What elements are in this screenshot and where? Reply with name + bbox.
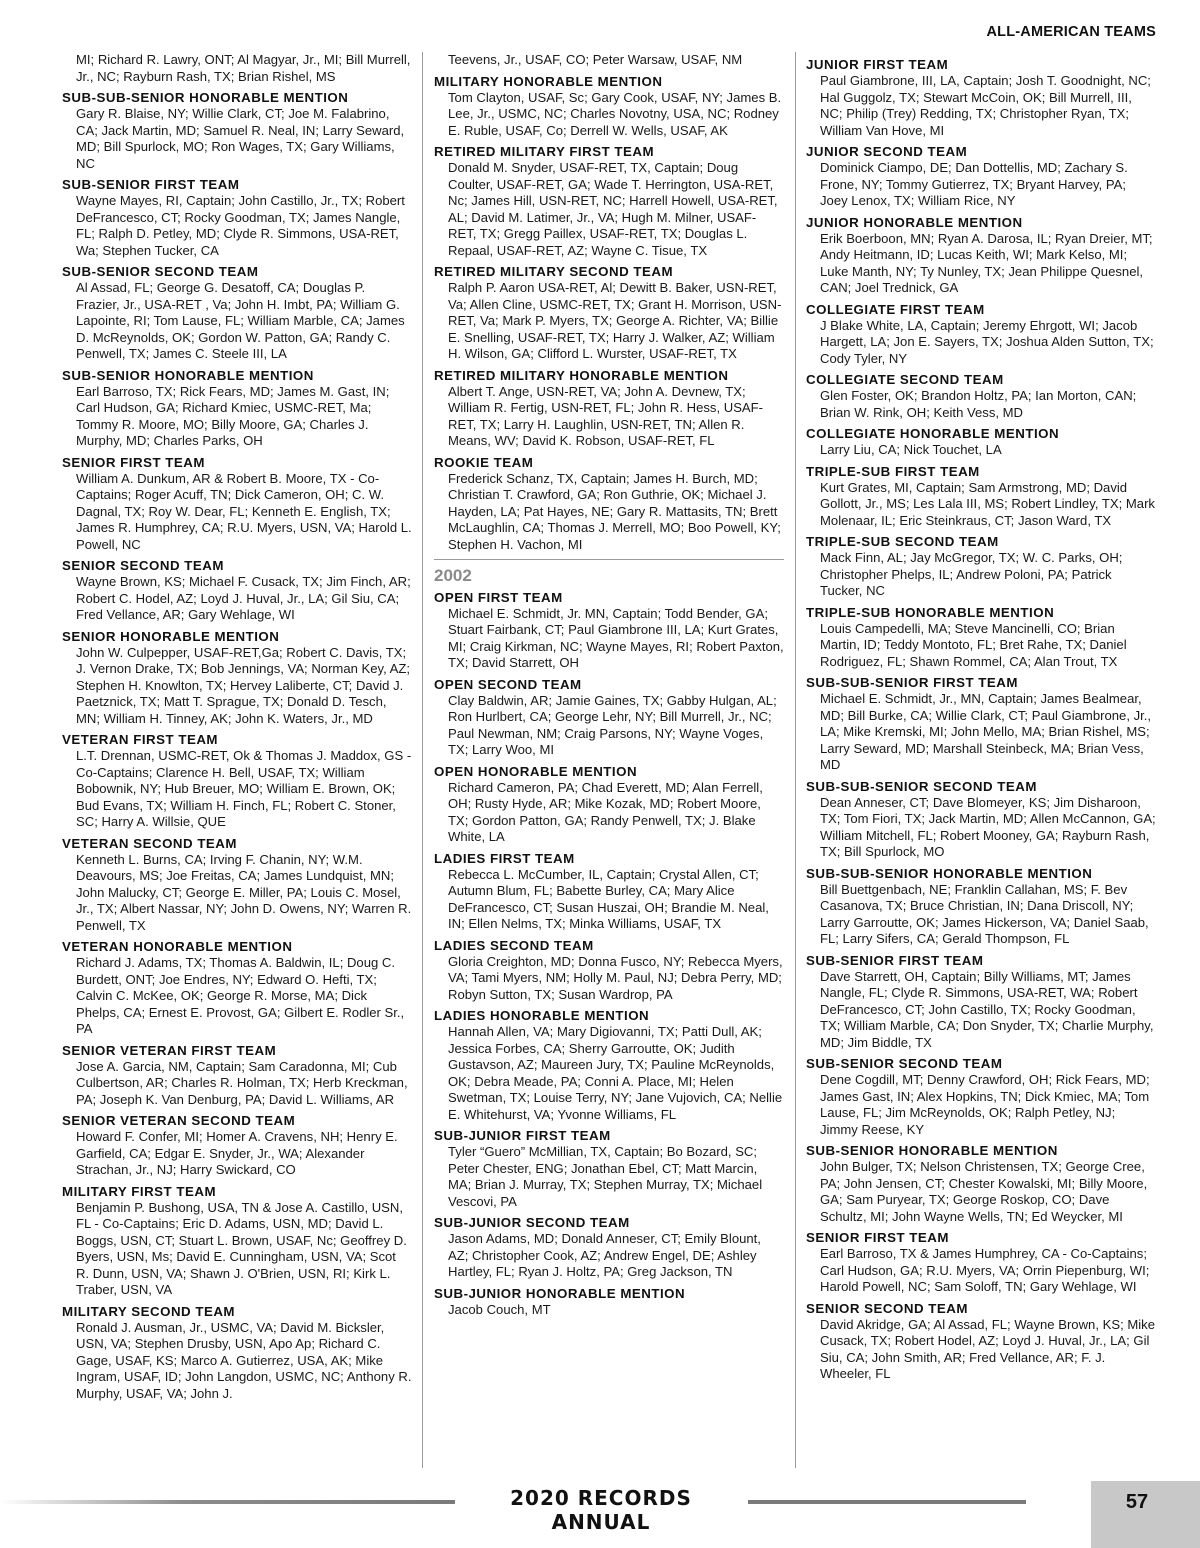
team-section — [806, 533, 1156, 600]
team-title: COLLEGIATE FIRST TEAM — [806, 301, 985, 317]
team-section — [806, 56, 1156, 139]
team-members: Earl Barroso, TX; Rick Fears, MD; James M. Gast, IN; Carl Hudson, GA; Richard Kmiec, USMC-RET, Ma; Tommy R. Moore, MO; Billy Moore, GA; Charles J. Murphy, MD; Charles Parks, OH — [76, 383, 390, 448]
team-section — [806, 1300, 1156, 1383]
team-section — [806, 1055, 1156, 1138]
team-title: LADIES HONORABLE MENTION — [434, 1008, 650, 1023]
team-members: Dave Starrett, OH, Captain; Billy Williams, MT; James Nangle, FL; Clyde R. Simmons, USA-RET, WA; Robert DeFrancesco, CT; John Castillo, TX; Rocky Goodman, TX; William Marble, CA; Don Snyder, TX; Charlie Murphy, MD; Jim Biddle, TX — [820, 968, 1154, 1050]
team-members: Kenneth L. Burns, CA; Irving F. Chanin, NY; W.M. Deavours, MS; Joe Freitas, CA; James Lundquist, MN; John Malucky, CT; George E. Miller, PA; Louis C. Mosel, Jr., TX; Albert Nassar, NY; John D. Owens, NY; Warren R. Penwell, TX — [76, 851, 412, 933]
team-title: MILITARY HONORABLE MENTION — [434, 73, 663, 89]
team-members: Mack Finn, AL; Jay McGregor, TX; W. C. Parks, OH; Christopher Phelps, IL; Andrew Poloni, PA; Patrick Tucker, NC — [820, 550, 1123, 598]
team-members: Albert T. Ange, USN-RET, VA; John A. Devnew, TX; William R. Fertig, USN-RET, FL; John R. Hess, USAF-RET, TX; Larry H. Laughlin, USN-RET, TN; Allen R. Means, WV; David K. Robson, USAF-RET, FL — [448, 383, 764, 448]
page-number: 57 — [1125, 1491, 1149, 1513]
team-members: Paul Giambrone, III, LA, Captain; Josh T. Goodnight, NC; Hal Guggolz, TX; Stewart McCoin, OK; Bill Murrell, III, NC; Philip (Trey) Redding, TX; Christopher Ryan, TX; William Van Hove, MI — [820, 73, 1151, 138]
team-section — [434, 143, 784, 259]
team-section — [806, 425, 1156, 459]
team-title: SUB-JUNIOR SECOND TEAM — [434, 1215, 630, 1230]
team-members: Howard F. Confer, MI; Homer A. Cravens, NH; Henry E. Garfield, CA; Edgar E. Snyder, Jr., WA; Alexander Strachan, Jr., NJ; Harry Swickard, CO — [76, 1129, 398, 1177]
team-title: VETERAN FIRST TEAM — [62, 732, 219, 747]
team-section — [434, 454, 784, 554]
team-title: TRIPLE-SUB HONORABLE MENTION — [806, 604, 1055, 620]
column-3 — [806, 52, 1156, 1383]
team-section — [806, 371, 1156, 421]
team-title: SUB-SUB-SENIOR FIRST TEAM — [806, 675, 1018, 690]
team-title: LADIES FIRST TEAM — [434, 850, 575, 866]
team-section — [434, 73, 784, 140]
team-title: SUB-SUB-SENIOR HONORABLE MENTION — [62, 90, 349, 105]
team-title: OPEN FIRST TEAM — [434, 589, 563, 605]
team-section — [806, 604, 1156, 671]
team-title: OPEN SECOND TEAM — [434, 676, 582, 692]
team-section — [434, 676, 784, 759]
team-section — [434, 1127, 784, 1210]
team-section — [62, 1183, 412, 1299]
team-members: Dominick Ciampo, DE; Dan Dottellis, MD; Zachary S. Frone, NY; Tommy Gutierrez, TX; Bryant Harvey, PA; Joey Lenox, TX; William Rice, NY — [820, 160, 1128, 208]
team-title: SUB-SENIOR FIRST TEAM — [806, 952, 984, 968]
team-title: RETIRED MILITARY HONORABLE MENTION — [434, 367, 729, 383]
team-title: RETIRED MILITARY SECOND TEAM — [434, 264, 674, 279]
team-title: SUB-SUB-SENIOR HONORABLE MENTION — [806, 865, 1093, 881]
team-title: VETERAN HONORABLE MENTION — [62, 939, 293, 954]
team-members: L.T. Drennan, USMC-RET, Ok & Thomas J. Maddox, GS - Co-Captains; Clarence H. Bell, USAF, TX; William Bobownik, NY; Hub Breuer, MO; William E. Brown, OK; Bud Evans, TX; William H. Finch, FL; Robert C. Stoner, SC; Harry A. Willsie, QUE — [76, 748, 412, 829]
team-title: TRIPLE-SUB FIRST TEAM — [806, 463, 980, 479]
team-members: Gary R. Blaise, NY; Willie Clark, CT; Joe M. Falabrino, CA; Jack Martin, MD; Samuel R. Neal, IN; Larry Seward, MD; Bill Spurlock, MO; Ron Wages, TX; Gary Williams, NC — [76, 106, 405, 171]
team-section — [434, 850, 784, 933]
team-members: J Blake White, LA, Captain; Jeremy Ehrgott, WI; Jacob Hargett, LA; Jon E. Sayers, TX; Joshua Alden Sutton, TX; Cody Tyler, NY — [820, 317, 1154, 366]
team-members: Richard J. Adams, TX; Thomas A. Baldwin, IL; Doug C. Burdett, ONT; Joe Endres, NY; Edward O. Hefti, TX; Calvin C. McKee, OK; George R. Morse, MA; Dick Phelps, CA; Ernest E. Provost, GA; Gilbert E. Rodler Sr., PA — [76, 955, 405, 1036]
team-members: Benjamin P. Bushong, USA, TN & Jose A. Castillo, USN, FL - Co-Captains; Eric D. Adams, USN, MD; David L. Boggs, USN, CT; Stuart L. Brown, USAF, Nc; Geoffrey D. Byers, USN, Ms; David E. Cunningham, USN, VA; Scot R. Dunn, USN, VA; Shawn J. O'Brien, USN, RI; Kirk L. Traber, USN, VA — [76, 1199, 407, 1297]
team-members: Wayne Mayes, RI, Captain; John Castillo, Jr., TX; Robert DeFrancesco, CT; Rocky Goodman, TX; James Nangle, FL; Ralph D. Petley, MD; Clyde R. Simmons, USA-RET, Wa; Stephen Tucker, CA — [76, 193, 405, 258]
team-title: OPEN HONORABLE MENTION — [434, 763, 638, 779]
team-title: JUNIOR SECOND TEAM — [806, 144, 968, 159]
team-section — [62, 835, 412, 935]
team-title: MILITARY FIRST TEAM — [62, 1183, 217, 1199]
team-title: RETIRED MILITARY FIRST TEAM — [434, 144, 655, 159]
team-members: Donald M. Snyder, USAF-RET, TX, Captain; Doug Coulter, USAF-RET, GA; Wade T. Herrington, USA-RET, Nc; James Hill, USN-RET, NC; Harrell Howell, USA-RET, AL; David M. Latimer, Jr., VA; Hugh M. Milner, USAF-RET, TX; Gregg Paillex, USAF-RET, TX; Douglas L. Repaal, USAF-RET, AZ; Wayne C. Tisue, TX — [448, 160, 778, 258]
team-members: Ralph P. Aaron USA-RET, Al; Dewitt B. Baker, USN-RET, Va; Allen Cline, USMC-RET, TX; Grant H. Morrison, USN-RET, Va; Mark P. Myers, TX; George A. Richter, VA; Billie E. Snelling, USAF-RET, TX; Harry J. Walker, AZ; William H. Wilson, GA; Clifford L. Wurster, USAF-RET, TX — [448, 280, 782, 361]
team-title: SUB-JUNIOR HONORABLE MENTION — [434, 1285, 686, 1301]
team-title: TRIPLE-SUB SECOND TEAM — [806, 534, 999, 549]
team-title: MILITARY SECOND TEAM — [62, 1303, 236, 1319]
team-members: Hannah Allen, VA; Mary Digiovanni, TX; Patti Dull, AK; Jessica Forbes, CA; Sherry Garroutte, OK; Judith Gustavson, AZ; Maureen Jury, TX; Pauline McReynolds, OK; Debra Meade, PA; Conni A. Place, MI; Helen Swetman, TX; Louise Terry, NY; Jane Vujovich, CA; Nellie E. Whitehurst, VA; Yvonne Williams, FL — [448, 1024, 783, 1122]
team-section — [806, 952, 1156, 1052]
team-section — [806, 778, 1156, 861]
team-members: Wayne Brown, KS; Michael F. Cusack, TX; Jim Finch, AR; Robert C. Hodel, AZ; Loyd J. Huval, Jr., LA; Gil Siu, CA; Fred Vellance, AR; Gary Wehlage, WI — [76, 574, 411, 622]
team-members: Tyler “Guero” McMillian, TX, Captain; Bo Bozard, SC; Peter Chester, ENG; Jonathan Ebel, CT; Matt Marcin, MA; Brian J. Murray, TX; Stephen Murray, TX; Michael Vescovi, PA — [448, 1144, 763, 1209]
team-section — [806, 1229, 1156, 1296]
team-section — [806, 301, 1156, 368]
team-members: Jason Adams, MD; Donald Anneser, CT; Emily Blount, AZ; Christopher Cook, AZ; Andrew Engel, DE; Ashley Hartley, FL; Ryan J. Holtz, PA; Greg Jackson, TN — [448, 1231, 761, 1279]
team-section — [434, 589, 784, 672]
team-section — [434, 1007, 784, 1123]
team-section — [434, 937, 784, 1004]
team-title: SENIOR HONORABLE MENTION — [62, 628, 280, 644]
team-section — [434, 1214, 784, 1281]
team-section — [62, 731, 412, 831]
team-members: Al Assad, FL; George G. Desatoff, CA; Douglas P. Frazier, Jr., USA-RET , Va; John H. Imbt, PA; William G. Lapointe, RI; Tom Lause, FL; William Marble, CA; James D. McReynolds, OK; Gordon W. Patton, GA; Randy C. Penwell, TX; James C. Steele III, LA — [76, 280, 405, 361]
team-title: COLLEGIATE HONORABLE MENTION — [806, 426, 1060, 441]
team-title: SUB-SENIOR HONORABLE MENTION — [806, 1143, 1058, 1158]
team-members: MI; Richard R. Lawry, ONT; Al Magyar, Jr., MI; Bill Murrell, Jr., NC; Rayburn Rash, TX; Brian Rishel, MS — [76, 52, 411, 84]
team-section — [434, 763, 784, 846]
team-members: Glen Foster, OK; Brandon Holtz, PA; Ian Morton, CAN; Brian W. Rink, OH; Keith Vess, MD — [820, 388, 1137, 420]
team-members: Michael E. Schmidt, Jr. MN, Captain; Todd Bender, GA; Stuart Fairbank, CT; Paul Giambrone III, LA; Kurt Grates, MI; Craig Kirkman, NC; Wayne Mayes, RI; Robert Paxton, TX; David Starrett, OH — [448, 605, 784, 670]
continued-section — [434, 52, 784, 69]
team-members: David Akridge, GA; Al Assad, FL; Wayne Brown, KS; Mike Cusack, TX; Robert Hodel, AZ; Loyd J. Huval, Jr., LA; Gil Siu, CA; John Smith, AR; Fred Vellance, AR; F. J. Wheeler, FL — [820, 1316, 1155, 1381]
team-members: Clay Baldwin, AR; Jamie Gaines, TX; Gabby Hulgan, AL; Ron Hurlbert, CA; George Lehr, NY; Bill Murrell, Jr., NC; Paul Newman, NM; Craig Parsons, NY; Wayne Voges, TX; Larry Woo, MI — [448, 692, 777, 757]
team-section — [806, 463, 1156, 530]
team-title: SENIOR VETERAN FIRST TEAM — [62, 1042, 277, 1058]
team-title: SENIOR FIRST TEAM — [62, 454, 205, 470]
team-members: Erik Boerboon, MN; Ryan A. Darosa, IL; Ryan Dreier, MT; Andy Heitmann, ID; Lucas Keith, WI; Mark Kelso, MI; Luke Manth, NY; Ty Nunley, TX; Jean Philippe Quesnel, CAN; Joel Trednick, GA — [820, 230, 1153, 295]
column-1 — [62, 52, 412, 1402]
team-members: Michael E. Schmidt, Jr., MN, Captain; James Bealmear, MD; Bill Burke, CA; Willie Clark, CT; Paul Giambrone, Jr., LA; Mike Kremski, MI; John Mello, MA; Brian Rishel, MS; Larry Seward, MD; Marshall Steinbeck, MA; Brian Vess, MD — [820, 691, 1152, 772]
team-section — [62, 454, 412, 554]
team-title: SUB-SENIOR SECOND TEAM — [62, 264, 259, 279]
footer-title: 2020 RECORDS ANNUAL — [510, 1486, 692, 1534]
column-2 — [434, 52, 784, 1318]
team-section — [62, 557, 412, 624]
team-section — [62, 938, 412, 1038]
team-title: ROOKIE TEAM — [434, 454, 534, 470]
team-section — [62, 1303, 412, 1403]
team-section — [434, 1285, 784, 1319]
team-title: JUNIOR FIRST TEAM — [806, 57, 949, 72]
team-title: SUB-SUB-SENIOR SECOND TEAM — [806, 778, 1037, 794]
team-section — [62, 89, 412, 172]
column-divider — [422, 52, 423, 1468]
team-title: VETERAN SECOND TEAM — [62, 835, 237, 851]
column-divider — [795, 52, 796, 1468]
footer-rule-right — [748, 1500, 1026, 1504]
year-heading: 2002 — [434, 559, 784, 585]
footer-rule-left — [0, 1500, 455, 1504]
team-title: SENIOR VETERAN SECOND TEAM — [62, 1113, 296, 1128]
team-section — [806, 214, 1156, 297]
team-members: William A. Dunkum, AR & Robert B. Moore, TX - Co-Captains; Roger Acuff, TN; Dick Cameron, OH; C. W. Dagnal, TX; Roy W. Dear, FL; Kenneth E. English, TX; James R. Humphrey, CA; R.U. Myers, USN, VA; Harold L. Powell, NC — [76, 470, 412, 552]
team-section — [62, 1112, 412, 1179]
team-section — [62, 367, 412, 450]
team-members: Tom Clayton, USAF, Sc; Gary Cook, USAF, NY; James B. Lee, Jr., USMC, NC; Charles Novotny, USA, NC; Rodney E. Ruble, USAF, Co; Derrell W. Wells, USAF, AK — [448, 89, 782, 138]
team-section — [434, 263, 784, 363]
team-title: SUB-SENIOR SECOND TEAM — [806, 1056, 1003, 1071]
team-members: Gloria Creighton, MD; Donna Fusco, NY; Rebecca Myers, VA; Tami Myers, NM; Holly M. Paul, NJ; Debra Perry, MD; Robyn Sutton, TX; Susan Wardrop, PA — [448, 953, 783, 1002]
team-title: JUNIOR HONORABLE MENTION — [806, 214, 1023, 230]
team-members: Frederick Schanz, TX, Captain; James H. Burch, MD; Christian T. Crawford, GA; Ron Guthrie, OK; Michael J. Hayden, LA; Pat Hayes, NE; Gary R. Mattasits, TN; Brett McLaughlin, CA; Thomas J. Merrell, MO; Boo Powell, KY; Stephen H. Vachon, MI — [448, 470, 781, 552]
team-members: Dene Cogdill, MT; Denny Crawford, OH; Rick Fears, MD; James Gast, IN; Alex Hopkins, TN; Dick Kmiec, MA; Tom Lause, FL; Jim McReynolds, OK; Ralph Petley, NJ; Jimmy Reese, KY — [820, 1072, 1150, 1137]
team-title: SENIOR SECOND TEAM — [62, 558, 224, 573]
team-title: SENIOR SECOND TEAM — [806, 1300, 968, 1316]
team-members: Rebecca L. McCumber, IL, Captain; Crystal Allen, CT; Autumn Blum, FL; Babette Burley, CA; Mary Alice DeFrancesco, CT; Susan Huszai, OH; Brandie M. Neal, IN; Ellen Nelms, TX; Minka Williams, USAF, TX — [448, 866, 769, 931]
team-title: SUB-SENIOR HONORABLE MENTION — [62, 367, 314, 383]
team-members: Bill Buettgenbach, NE; Franklin Callahan, MS; F. Bev Casanova, TX; Bruce Christian, IN; Dana Driscoll, NY; Larry Garroutte, OK; James Hickerson, VA; Daniel Saab, FL; Larry Sifers, CA; Gerald Thompson, FL — [820, 881, 1149, 946]
team-members: Dean Anneser, CT; Dave Blomeyer, KS; Jim Disharoon, TX; Tom Fiori, TX; Jack Martin, MD; Allen McCannon, GA; William Mitchell, FL; Robert Mooney, GA; Rayburn Rash, TX; Bill Spurlock, MO — [820, 794, 1156, 859]
team-members: Ronald J. Ausman, Jr., USMC, VA; David M. Bicksler, USN, VA; Stephen Drusby, USN, Apo Ap; Richard C. Gage, USAF, KS; Marco A. Gutierrez, USA, AK; Mike Ingram, USAF, ID; John Langdon, USMC, NC; Anthony R. Murphy, USAF, VA; John J. — [76, 1319, 412, 1401]
team-members: Larry Liu, CA; Nick Touchet, LA — [820, 442, 1002, 457]
page-number-box — [1091, 1481, 1200, 1548]
team-section — [62, 628, 412, 728]
team-section — [806, 674, 1156, 774]
team-members: Teevens, Jr., USAF, CO; Peter Warsaw, USAF, NM — [448, 52, 743, 67]
running-head: ALL-AMERICAN TEAMS — [986, 24, 1156, 40]
team-section — [62, 1042, 412, 1109]
team-members: Kurt Grates, MI, Captain; Sam Armstrong, MD; David Gollott, Jr., MS; Les Lala III, MS; Robert Lindley, TX; Mark Molenaar, IL; Eric Steinkraus, CT; Jason Ward, TX — [820, 479, 1155, 528]
team-title: SUB-SENIOR FIRST TEAM — [62, 177, 240, 192]
team-title: SUB-JUNIOR FIRST TEAM — [434, 1128, 611, 1143]
team-members: John W. Culpepper, USAF-RET,Ga; Robert C. Davis, TX; J. Vernon Drake, TX; Bob Jennings, VA; Norman Key, AZ; Stephen H. Knowlton, TX; Hervey Laliberte, CT; David J. Paetznick, TX; Matt T. Sprague, TX; Donald D. Tesch, MN; William H. Tinney, AK; John K. Waters, Jr., MD — [76, 644, 411, 726]
team-section — [806, 1142, 1156, 1225]
team-title: SENIOR FIRST TEAM — [806, 1230, 949, 1245]
team-members: John Bulger, TX; Nelson Christensen, TX; George Cree, PA; John Jensen, CT; Chester Kowalski, MI; Billy Moore, GA; Sam Puryear, TX; George Roskop, CO; Dave Schultz, MI; John Wayne Wells, TN; Ed Weycker, MI — [820, 1159, 1148, 1224]
team-section — [62, 176, 412, 259]
team-members: Earl Barroso, TX & James Humphrey, CA - Co-Captains; Carl Hudson, GA; R.U. Myers, VA; Orrin Piepenburg, WI; Harold Powell, NC; Sam Soloff, TN; Gary Wehlage, WI — [820, 1246, 1150, 1294]
team-members: Richard Cameron, PA; Chad Everett, MD; Alan Ferrell, OH; Rusty Hyde, AR; Mike Kozak, MD; Robert Moore, TX; Gordon Patton, GA; Randy Penwell, TX; J. Blake White, LA — [448, 779, 763, 844]
team-section — [806, 865, 1156, 948]
team-members: Louis Campedelli, MA; Steve Mancinelli, CO; Brian Martin, ID; Teddy Montoto, FL; Bret Rahe, TX; Daniel Rodriguez, FL; Shawn Rommel, CA; Alan Trout, TX — [820, 620, 1127, 669]
team-title: LADIES SECOND TEAM — [434, 937, 594, 953]
team-section — [62, 263, 412, 363]
team-members: Jose A. Garcia, NM, Captain; Sam Caradonna, MI; Cub Culbertson, AR; Charles R. Holman, TX; Herb Kreckman, PA; Joseph K. Van Denburg, PA; David L. Williams, AR — [76, 1058, 408, 1107]
team-members: Jacob Couch, MT — [448, 1301, 551, 1317]
continued-section — [62, 52, 412, 85]
team-title: COLLEGIATE SECOND TEAM — [806, 372, 1004, 387]
team-section — [434, 367, 784, 450]
team-section — [806, 143, 1156, 210]
